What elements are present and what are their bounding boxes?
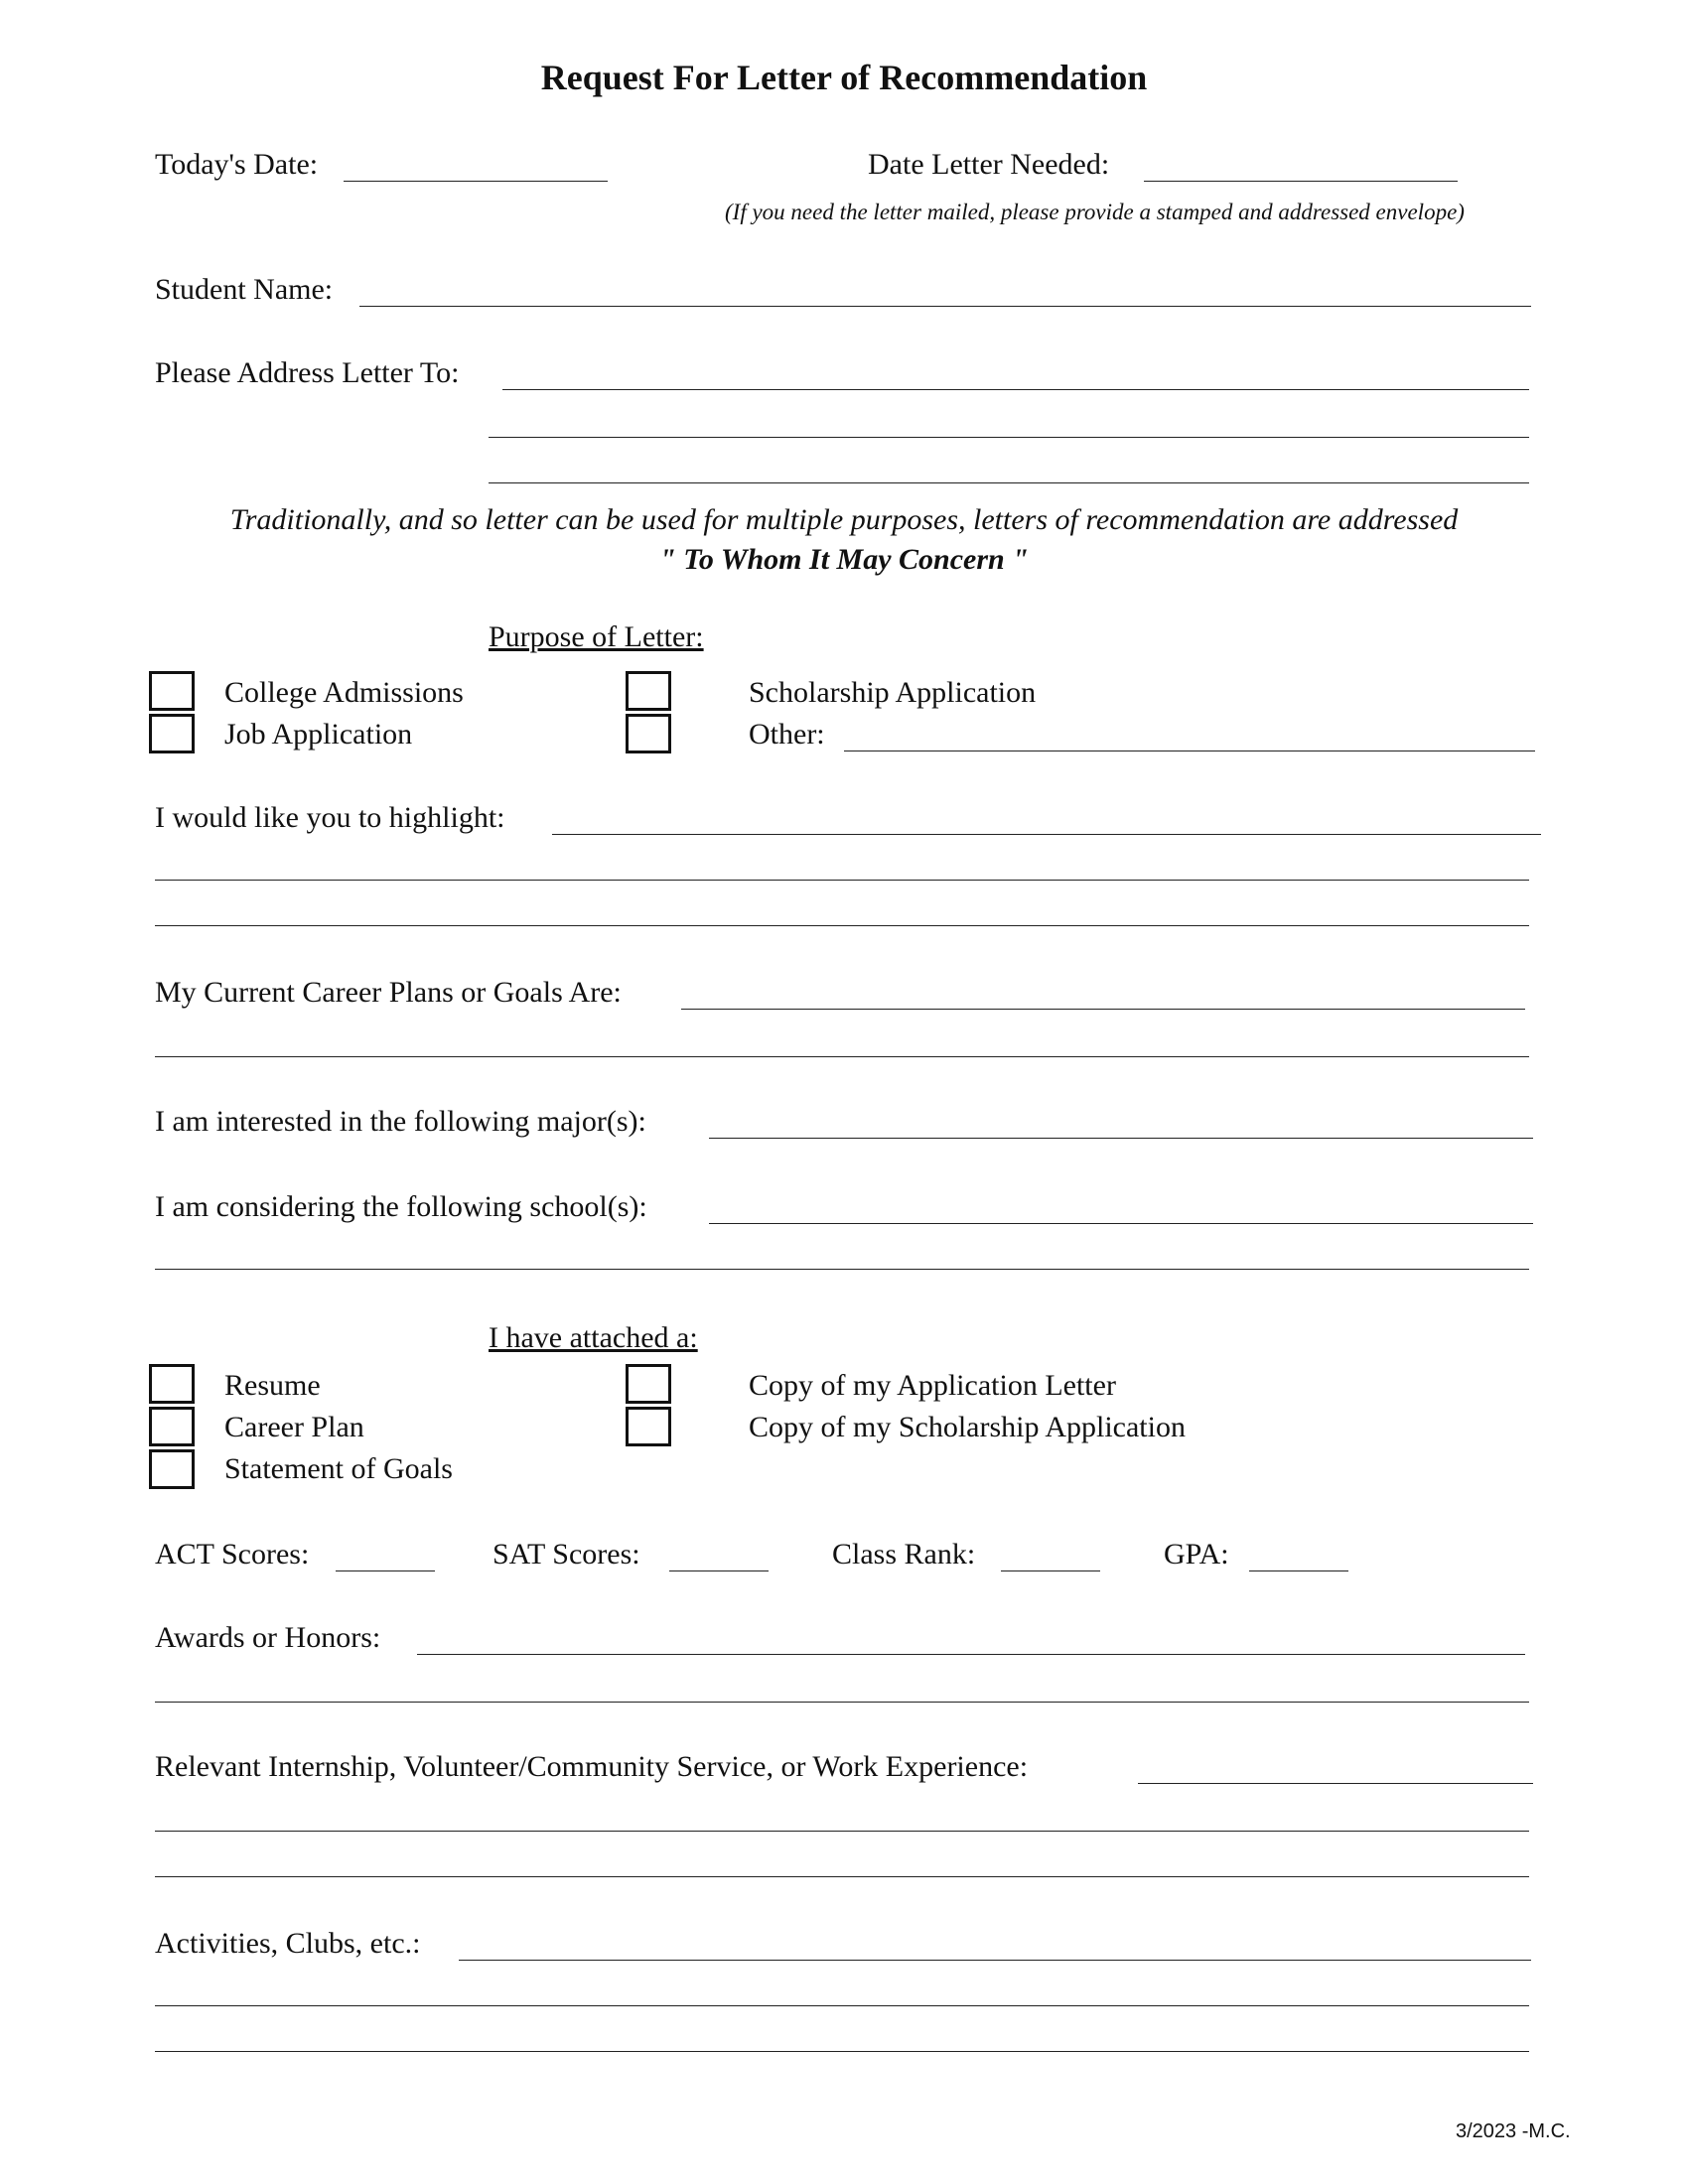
school-field-line-2[interactable] — [155, 1269, 1529, 1270]
college-admissions-label: College Admissions — [224, 676, 464, 709]
rank-field[interactable] — [1001, 1570, 1100, 1571]
todays-date-field[interactable] — [344, 181, 608, 182]
form-title: Request For Letter of Recommendation — [540, 58, 1148, 97]
act-label: ACT Scores: — [155, 1538, 310, 1570]
career-label: My Current Career Plans or Goals Are: — [155, 976, 622, 1009]
career-field-line-1[interactable] — [681, 1009, 1525, 1010]
awards-label: Awards or Honors: — [155, 1621, 381, 1654]
gpa-field[interactable] — [1249, 1570, 1348, 1571]
awards-field-line-2[interactable] — [155, 1702, 1529, 1703]
gpa-label: GPA: — [1164, 1538, 1229, 1570]
todays-date-label: Today's Date: — [155, 148, 319, 181]
date-needed-label: Date Letter Needed: — [868, 148, 1110, 181]
experience-field-line-2[interactable] — [155, 1831, 1529, 1832]
act-field[interactable] — [336, 1570, 435, 1571]
school-field-line-1[interactable] — [709, 1223, 1533, 1224]
job-application-checkbox[interactable] — [149, 714, 195, 753]
scholarship-application-checkbox[interactable] — [626, 671, 671, 711]
activities-label: Activities, Clubs, etc.: — [155, 1927, 421, 1960]
sat-label: SAT Scores: — [492, 1538, 640, 1570]
highlight-field-line-1[interactable] — [552, 834, 1541, 835]
attached-heading: I have attached a: — [489, 1321, 698, 1354]
application-letter-label: Copy of my Application Letter — [749, 1369, 1116, 1402]
other-purpose-label: Other: — [749, 718, 825, 751]
address-field-line-2[interactable] — [489, 437, 1529, 438]
school-label: I am considering the following school(s): — [155, 1190, 647, 1223]
college-admissions-checkbox[interactable] — [149, 671, 195, 711]
career-plan-checkbox[interactable] — [149, 1407, 195, 1446]
address-field-line-1[interactable] — [502, 389, 1529, 390]
footer-code: 3/2023 -M.C. — [1456, 2120, 1571, 2142]
career-plan-label: Career Plan — [224, 1411, 364, 1443]
experience-field-line-1[interactable] — [1138, 1783, 1533, 1784]
date-needed-field[interactable] — [1144, 181, 1458, 182]
major-field[interactable] — [709, 1138, 1533, 1139]
statement-goals-checkbox[interactable] — [149, 1449, 195, 1489]
resume-checkbox[interactable] — [149, 1364, 195, 1404]
address-field-line-3[interactable] — [489, 482, 1529, 483]
activities-field-line-2[interactable] — [155, 2005, 1529, 2006]
highlight-field-line-3[interactable] — [155, 925, 1529, 926]
job-application-label: Job Application — [224, 718, 413, 751]
statement-goals-label: Statement of Goals — [224, 1452, 453, 1485]
scholarship-application-label: Scholarship Application — [749, 676, 1037, 709]
rank-label: Class Rank: — [832, 1538, 976, 1570]
awards-field-line-1[interactable] — [417, 1654, 1525, 1655]
highlight-label: I would like you to highlight: — [155, 801, 505, 834]
activities-field-line-1[interactable] — [459, 1960, 1531, 1961]
purpose-heading: Purpose of Letter: — [489, 620, 704, 653]
tradition-note: Traditionally, and so letter can be used for multiple purposes, letters of recommendation are addressed — [229, 503, 1459, 536]
application-letter-checkbox[interactable] — [626, 1364, 671, 1404]
scholarship-app-checkbox[interactable] — [626, 1407, 671, 1446]
activities-field-line-3[interactable] — [155, 2051, 1529, 2052]
student-name-field[interactable] — [359, 306, 1531, 307]
mail-note: (If you need the letter mailed, please provide a stamped and addressed envelope) — [725, 200, 1465, 224]
student-name-label: Student Name: — [155, 273, 334, 306]
whom-note: " To Whom It May Concern " — [659, 543, 1029, 576]
experience-field-line-3[interactable] — [155, 1876, 1529, 1877]
experience-label: Relevant Internship, Volunteer/Community Service, or Work Experience: — [155, 1750, 1029, 1783]
scholarship-app-label: Copy of my Scholarship Application — [749, 1411, 1186, 1443]
career-field-line-2[interactable] — [155, 1056, 1529, 1057]
address-label: Please Address Letter To: — [155, 356, 460, 389]
highlight-field-line-2[interactable] — [155, 880, 1529, 881]
resume-label: Resume — [224, 1369, 321, 1402]
other-purpose-checkbox[interactable] — [626, 714, 671, 753]
sat-field[interactable] — [669, 1570, 769, 1571]
major-label: I am interested in the following major(s): — [155, 1105, 646, 1138]
